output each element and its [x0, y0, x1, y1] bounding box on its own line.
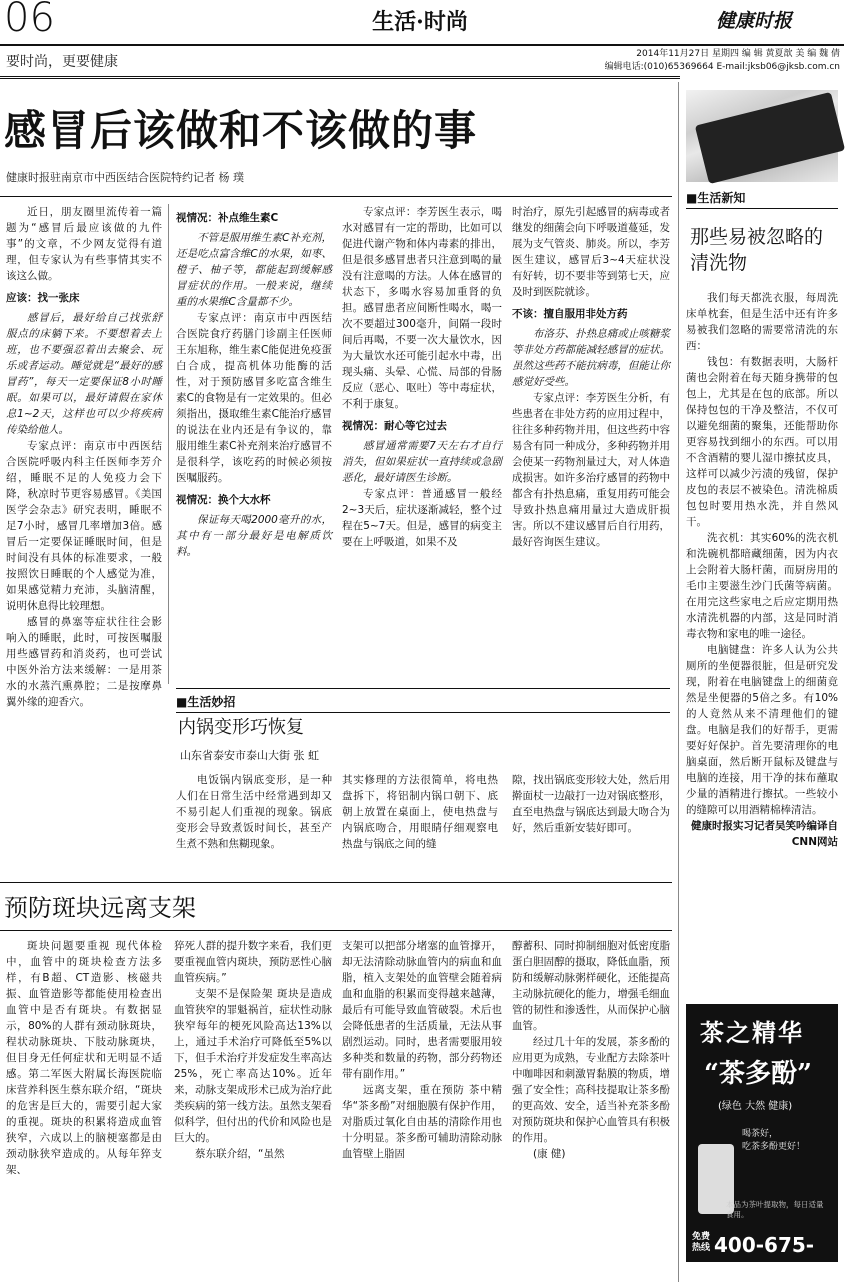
tips-column-1: 电饭锅内锅底变形，是一种人们在日常生活中经常遇到却又不易引起人们重视的现象。锅底变形会导致煮饭时间长，甚至产生煮不熟和焦糊现象。 [176, 774, 332, 850]
subheading: 应该：找一张床 [6, 292, 80, 304]
paragraph: 感冒后，最好给自己找张舒服点的床躺下来。不要想着去上班，也不要强忍着出去聚会、玩乐或者运动。睡觉就是“最好的感冒药”，每天一定要保证8小时睡眠。如果可以，最好请假在家休息1~2天，这样也可以少将疾病传染给他人。 [6, 312, 162, 436]
plaque-column-1 [6, 938, 162, 1178]
paragraph: 时治疗，原先引起感冒的病毒或者继发的细菌会向下呼吸道蔓延，发展为支气管炎、肺炎。所以，李芳医生建议，感冒后3~4天症状没有好转，切不要非等到第七天，应及时到医院就诊。 [512, 206, 670, 298]
plaque-title-rule [0, 930, 672, 931]
paragraph: 专家点评：南京市中西医结合医院食疗药膳门诊副主任医师王东旭称，维生素C能促进免疫蛋白合成，提高机体功能酶的活性，对于预防感冒多吃富含维生素C的食物是有一定效果的。但必须指出，摄取维生素C能治疗感冒的说法在业内还是有争议的，靠服用维生素C补充剂来治疗感冒不是很科学，该吃药的时候必须按医嘱服药。 [176, 312, 332, 484]
paragraph: 支架可以把部分堵塞的血管撑开，却无法清除动脉血管内的病血和血脂，植入支架处的血管壁会随着病血和血脂的积累而变得越来越薄，最后有可能导致血管破裂。术后也会降低患者的生活质量，无法从事剧烈运动。同时，患者需要服用较多种类和数量的药物，部分药物还带有副作用。” [342, 940, 502, 1080]
plaque-column-4 [512, 938, 670, 1162]
article-column-1 [6, 204, 162, 708]
article-headline: 感冒后该做和不该做的事 [4, 106, 478, 155]
header-rule [0, 76, 680, 77]
article-column-2 [176, 204, 332, 674]
sidebar-title: 那些易被忽略的清洗物 [690, 226, 824, 274]
tea-polyphenol-ad [686, 1004, 838, 1283]
paragraph: 支架不是保险架 斑块是造成血管狭窄的罪魁祸首，症状性动脉狭窄每年的梗死风险高达13%以上，通过手术治疗可降低至5%以下，但手术治疗并发症发生率高达25%，死亡率高达10%。近年来，动脉支架成形术已成为治疗此类疾病的第一线方法。虽然支架看似科学，但付出的代价和风险也是巨大的。 [174, 988, 332, 1144]
masthead-meta [560, 48, 840, 74]
subheading: 视情况：耐心等它过去 [342, 420, 447, 432]
plaque-rule [0, 882, 672, 883]
sidebar-rule [686, 208, 838, 209]
ad-product: “茶多酚” [704, 1059, 812, 1089]
tips-section-label: ■生活妙招 [176, 695, 236, 709]
tips-column-2: 其实修理的方法很简单，将电热盘拆下，将铝制内锅口朝下、底朝上放置在桌面上，使电热盘与内锅底吻合，用眼睛仔细观察电热盘与锅底之间的缝 [342, 774, 498, 850]
newspaper-logo: 健康时报 [716, 10, 793, 32]
ad-note: 喝茶好， 吃茶多酚更好！ [742, 1129, 806, 1152]
article-byline: 健康时报驻南京市中西医结合医院特约记者 杨 璞 [6, 171, 244, 184]
slogan: 要时尚，更要健康 [6, 54, 118, 70]
plaque-column-3 [342, 938, 502, 1162]
sidebar-paragraph: 我们每天都洗衣服，每周洗床单枕套，但是生活中还有许多易被我们忽略的需要常清洗的东西： [686, 292, 838, 352]
plaque-column-2 [174, 938, 332, 1162]
paragraph: 远离支架，重在预防 茶中精华“茶多酚”对细胞膜有保护作用，对脂质过氧化自由基的清除作用也十分明显。茶多酚可辅助清除动脉血管壁上脂固 [342, 1084, 502, 1160]
masthead-rule [0, 44, 844, 46]
sidebar-section-label: ■生活新知 [686, 191, 746, 205]
paragraph: 专家点评：李芳医生表示，喝水对感冒有一定的帮助，比如可以促进代谢产物和体内毒素的排出，但是很多感冒患者只注意到喝的量没有注意喝的方法。人体在感冒的状态下，多喝水容易加重肾的负担。感冒患者应间断性喝水，喝一次不要超过300毫升，间隔一段时间后再喝，不要一次大量饮水，因为大量饮水还可能引起水中毒，出现头痛、头晕、心慌、局部的骨肠反应（恶心、呕吐）等中毒症状，不利于康复。 [342, 206, 502, 410]
paragraph: 感冒的鼻塞等症状往往会影响入的睡眠，此时，可按医嘱服用些感冒药和消炎药，也可尝试中医外治方法来缓解：一是用茶水的水蒸汽熏鼻腔；二是按摩鼻翼外缘的迎香穴。 [6, 616, 162, 708]
paragraph: 猝死人群的提升数字来看，我们更要重视血管内斑块，预防恶性心脑血管疾病。” [174, 940, 332, 984]
paragraph: 专家点评：普通感冒一般经2~3天后，症状逐渐减轻，整个过程在5~7天。但是，感冒的病变主要在上呼吸道，如果不及 [342, 488, 502, 548]
sidebar-body [686, 290, 838, 850]
sidebar-credit: 健康时报实习记者吴笑吟编译自CNN网站 [691, 820, 838, 848]
ad-tagline: (绿色 大然 健康) [718, 1101, 793, 1112]
section-title: 生活·时尚 [372, 9, 468, 35]
paragraph: 经过几十年的发展，茶多酚的应用更为成熟，专业配方去除茶叶中咖啡因和刺激胃黏膜的物质，增强了安全性；高科技提取让茶多酚的更高效、安全，适当补充茶多酚对预防斑块和保护心血管具有积极的作用。 [512, 1036, 670, 1144]
paragraph: 专家点评：李芳医生分析，有些患者在非处方药的应用过程中，往往多种药物并用，但这些药中容易含有同一种成分，多种药物并用会使某一药物剂量过大，对人体造成损害。如许多治疗感冒的药物中都含有扑热息痛，重复用药可能会导致扑热息痛用量过大造成肝损害。所以不建议感冒后自行用药，最好咨询医生建议。 [512, 392, 670, 548]
paragraph: 醇蓄积、同时抑制细胞对低密度脂蛋白胆固醇的摄取，降低血脂，预防和缓解动脉粥样硬化，还能提高主动脉抗硬化的能力，增强毛细血管的韧性和渗透性，从而保护心脑血管。 [512, 940, 670, 1032]
paragraph: 近日，朋友圈里流传着一篇题为“感冒后最应该做的九件事”的文章，不少网友觉得有道理，但专家认为有些事情其实不该这么做。 [6, 206, 162, 282]
tips-column-3: 隙，找出锅底变形较大处，然后用擀面杖一边敲打一边对锅底整形，直至电热盘与锅底达到最大吻合为好，然后重新安装好即可。 [512, 774, 670, 834]
paragraph: 斑块问题要重视 现代体检中，血管中的斑块检查方法多样，有B超、CT造影、核磁共振、血管造影等都能使用检查出血管中是否有斑块。有数据显示，80%的人群有颈动脉斑块，程状动脉斑块、下肢动脉斑块，但目身无任何症状和无明显不适感。第二军医大附属长海医院临床营养科医生蔡东联介绍，“斑块的危害是巨大的，需要引起大家的重视。斑块的积累将造成血管狭窄，六成以上的脑梗塞都是由颈动脉狭窄造成的。从每年猝支架、 [6, 940, 162, 1176]
sidebar-paragraph: 洗衣机：其实60%的洗衣机和洗碗机都暗藏细菌，因为内衣上会附着大肠杆菌，而厨房用的毛巾主要滋生沙门氏菌等病菌。在用完这些家电之后应定期用热水清洗机器的内部，这是同时消毒衣物和家电的唯一途径。 [686, 532, 838, 640]
ad-small-print: 本品为茶叶提取物，每日适量食用。 [726, 1200, 824, 1219]
sidebar-paragraph: 钱包：有数据表明，大肠杆菌也会附着在每天随身携带的包包上，尤其是在包的底部。所以保持包包的干净及整洁，不仅可以避免细菌的聚集，还能帮助你更容易找到细小的东西。可以用不含酒精的婴儿湿巾擦拭皮具，这样可以减少污渍的残留，保护皮包的表层不被染色。清洗棉质包包时要用热水洗，并自然风干。 [686, 356, 838, 528]
subheading: 视情况：补点维生素C [176, 212, 279, 224]
ad-hotline: 400-675-8228 [714, 1233, 815, 1283]
column-divider [168, 204, 169, 684]
page-number: 06 [4, 0, 55, 41]
paragraph: (康 健) [533, 1148, 566, 1160]
paragraph: 专家点评：南京市中西医结合医院呼吸内科主任医师李芳介绍，睡眠不足的人免疫力会下降，秋凉时节更容易感冒。《美国医学会杂志》研究表明，睡眠不足7小时，感冒几率增加3倍。感冒后一定要保证睡眠时间，但是时间没有具体的标准要求，一般按照饮日睡眠的个人感觉为准，如果感觉精力充沛，头脑清醒，说明休息得比较理想。 [6, 440, 162, 612]
subheading: 视情况：换个大水杯 [176, 494, 271, 506]
sidebar-divider [678, 82, 679, 1282]
article-column-3 [342, 204, 502, 674]
tips-title: 内锅变形巧恢复 [178, 717, 304, 738]
keyboard-image [695, 92, 845, 184]
paragraph: 不管是服用维生素C补充剂，还是吃点富含维C的水果，如枣、橙子、柚子等，都能起到缓解感冒症状的作用。一般来说，继续重的水果维C含量都不少。 [176, 232, 332, 308]
paragraph: 布洛芬、扑热息痛或止咳糖浆等非处方药都能减轻感冒的症状。虽然这些药不能抗病毒，但能让你感觉好受些。 [512, 328, 670, 388]
paragraph: 保证每天喝2000毫升的水，其中有一部分最好是电解质饮料。 [176, 514, 332, 558]
ad-brand: 茶之精华 [700, 1018, 804, 1047]
tips-byline: 山东省泰安市泰山大街 张 虹 [180, 749, 319, 762]
tips-rule [176, 712, 670, 713]
paragraph: 蔡东联介绍，“虽然 [195, 1148, 285, 1160]
sidebar-paragraph: 电脑键盘：许多人认为公共厕所的坐便器很脏，但是研究发现，附着在电脑键盘上的细菌竟然是坐便器的5倍之多。有10%的人竟然从来不清理他们的键盘。电脑是我们的好帮手，更需要好好保护。首先要清理你的电脑桌面，然后断开鼠标及键盘与电脑的连接，用干净的抹布蘸取少量的酒精进行擦拭。一些较小的缝隙可以用酒精棉棒清洁。 [686, 644, 838, 816]
header-rule-2 [0, 78, 680, 79]
contact-line: 编辑电话:(010)65369664 E-mail:jksb06@jksb.com.cn [604, 62, 840, 72]
date-line: 2014年11月27日 星期四 编 辑 黄夏歆 美 编 魏 倩 [636, 49, 840, 59]
tips-top-rule [176, 688, 670, 689]
byline-rule [0, 196, 672, 197]
article-column-4 [512, 204, 670, 674]
keyboard-photo [686, 90, 838, 182]
subheading: 不该：擅自服用非处方药 [512, 308, 628, 320]
paragraph: 感冒通常需要7天左右才自行消失，但如果症状一直持续或急剧恶化，最好请医生诊断。 [342, 440, 502, 484]
plaque-title: 预防斑块远离支架 [4, 894, 196, 922]
ad-hotline-label: 免费热线 [691, 1232, 710, 1253]
